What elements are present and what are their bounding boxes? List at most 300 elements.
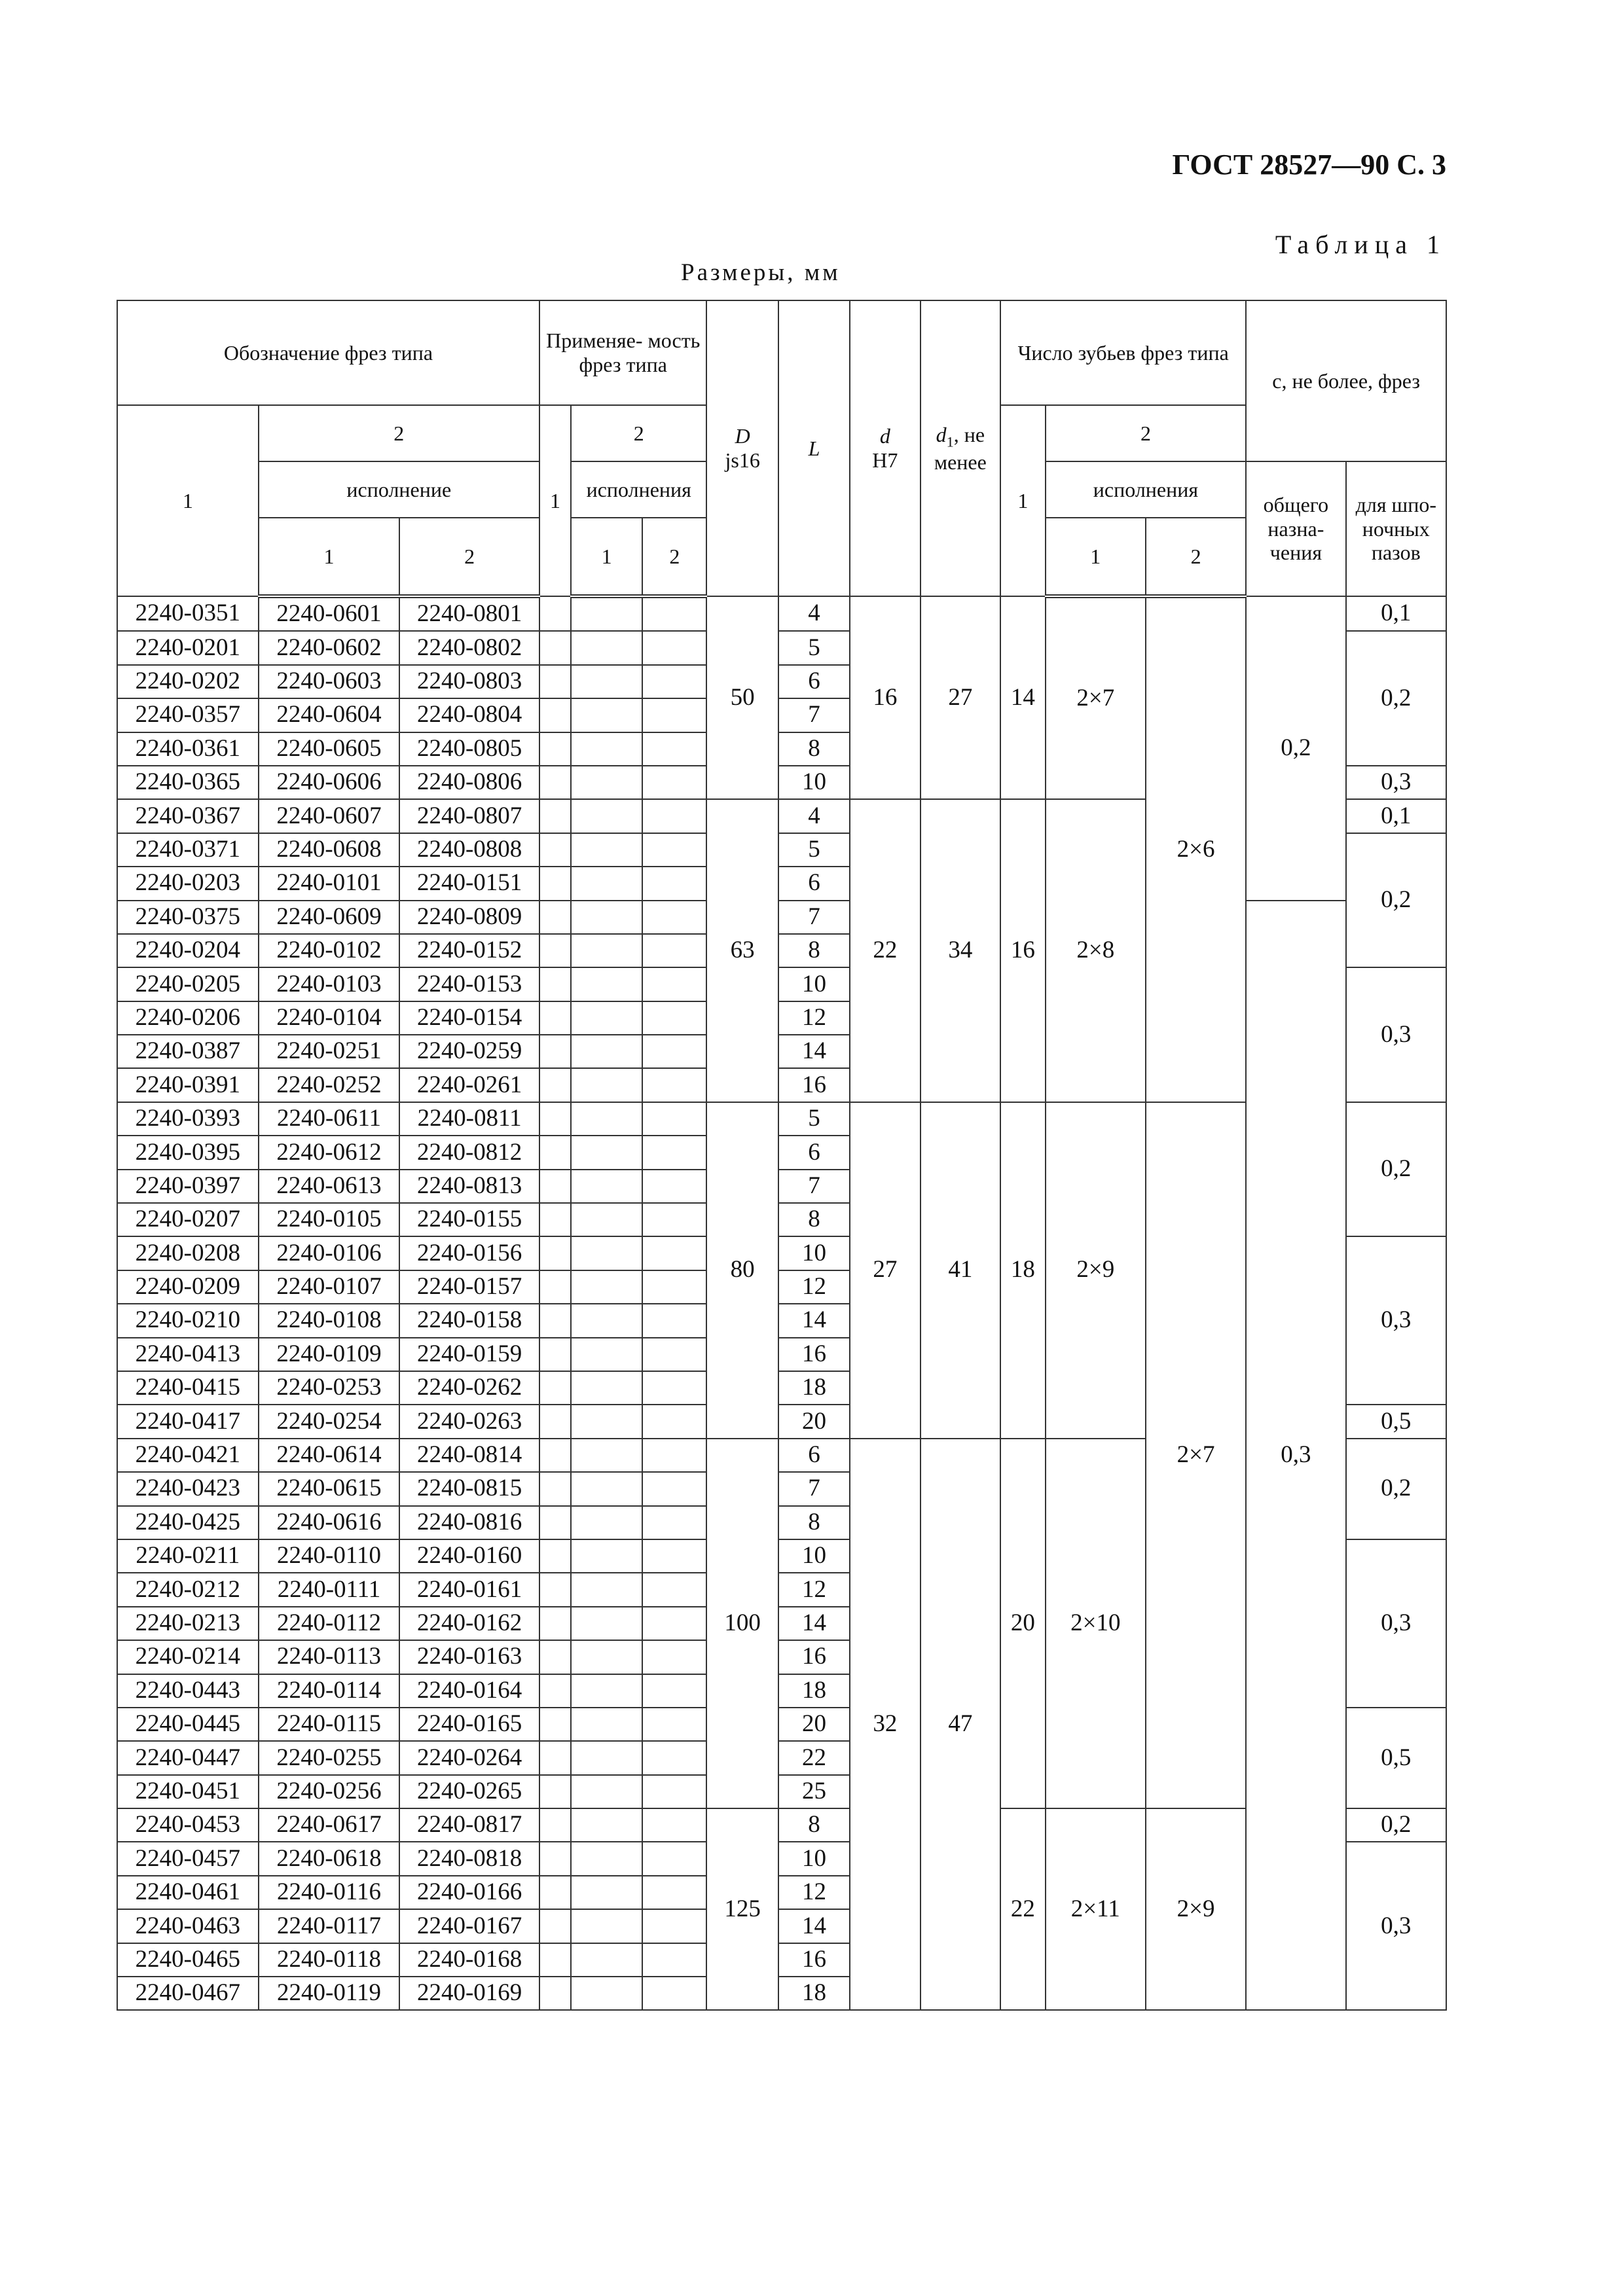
applicability-type2-exec1 — [571, 1136, 642, 1169]
length-L: 10 — [778, 1236, 850, 1270]
length-L: 7 — [778, 1472, 850, 1505]
header-exec2-teeth: 2 — [1146, 518, 1246, 596]
code-type2-exec1: 2240-0607 — [259, 799, 400, 833]
applicability-type2-exec1 — [571, 1472, 642, 1505]
applicability-type1 — [539, 1607, 571, 1640]
applicability-type2-exec1 — [571, 1270, 642, 1304]
c-keyway: 0,2 — [1346, 833, 1446, 968]
applicability-type2-exec2 — [642, 1674, 706, 1708]
code-type1: 2240-0457 — [117, 1842, 259, 1875]
code-type2-exec1: 2240-0601 — [259, 596, 400, 631]
code-type1: 2240-0467 — [117, 1977, 259, 2010]
length-L: 12 — [778, 1573, 850, 1606]
code-type2-exec2: 2240-0166 — [399, 1876, 539, 1909]
teeth-type1: 22 — [1000, 1808, 1045, 2010]
code-type2-exec1: 2240-0113 — [259, 1640, 400, 1674]
d1-symbol: d — [936, 422, 947, 446]
code-type2-exec1: 2240-0103 — [259, 967, 400, 1001]
code-type2-exec1: 2240-0117 — [259, 1909, 400, 1943]
code-type2-exec1: 2240-0611 — [259, 1102, 400, 1136]
applicability-type1 — [539, 1102, 571, 1136]
header-type1-designation: 1 — [117, 405, 259, 596]
c-keyway: 0,2 — [1346, 1439, 1446, 1539]
code-type2-exec2: 2240-0164 — [399, 1674, 539, 1708]
code-type2-exec2: 2240-0803 — [399, 665, 539, 698]
applicability-type1 — [539, 1170, 571, 1203]
applicability-type2-exec2 — [642, 631, 706, 664]
code-type1: 2240-0421 — [117, 1439, 259, 1472]
bore-d: 22 — [850, 799, 920, 1102]
length-L: 8 — [778, 934, 850, 967]
applicability-type2-exec2 — [642, 1876, 706, 1909]
applicability-type1 — [539, 732, 571, 766]
code-type1: 2240-0202 — [117, 665, 259, 698]
code-type2-exec2: 2240-0168 — [399, 1943, 539, 1977]
code-type1: 2240-0445 — [117, 1708, 259, 1741]
code-type2-exec1: 2240-0605 — [259, 732, 400, 766]
header-teeth: Число зубьев фрез типа — [1000, 300, 1246, 405]
code-type2-exec1: 2240-0108 — [259, 1304, 400, 1337]
teeth-type2-exec2: 2×7 — [1146, 1102, 1246, 1808]
code-type1: 2240-0211 — [117, 1539, 259, 1573]
applicability-type2-exec2 — [642, 1236, 706, 1270]
applicability-type1 — [539, 1338, 571, 1371]
table-body — [117, 596, 1446, 2010]
applicability-type1 — [539, 799, 571, 833]
code-type1: 2240-0443 — [117, 1674, 259, 1708]
bore-d: 16 — [850, 596, 920, 799]
applicability-type2-exec1 — [571, 1640, 642, 1674]
c-keyway: 0,2 — [1346, 1808, 1446, 1842]
code-type2-exec2: 2240-0809 — [399, 901, 539, 934]
code-type2-exec1: 2240-0617 — [259, 1808, 400, 1842]
teeth-type2-exec1: 2×11 — [1046, 1808, 1146, 2010]
units-caption: Размеры, мм — [681, 259, 841, 286]
diameter-D: 50 — [706, 596, 778, 799]
code-type2-exec1: 2240-0608 — [259, 833, 400, 867]
length-L: 4 — [778, 596, 850, 631]
applicability-type1 — [539, 1808, 571, 1842]
code-type2-exec1: 2240-0251 — [259, 1035, 400, 1068]
teeth-type1: 16 — [1000, 799, 1045, 1102]
length-L: 10 — [778, 1539, 850, 1573]
applicability-type1 — [539, 1035, 571, 1068]
code-type1: 2240-0361 — [117, 732, 259, 766]
length-L: 5 — [778, 1102, 850, 1136]
code-type1: 2240-0395 — [117, 1136, 259, 1169]
code-type2-exec2: 2240-0815 — [399, 1472, 539, 1505]
applicability-type2-exec1 — [571, 1304, 642, 1337]
applicability-type2-exec2 — [642, 799, 706, 833]
applicability-type2-exec2 — [642, 1607, 706, 1640]
d1-note: , не менее — [934, 422, 987, 474]
code-type1: 2240-0397 — [117, 1170, 259, 1203]
code-type1: 2240-0375 — [117, 901, 259, 934]
applicability-type2-exec2 — [642, 1304, 706, 1337]
code-type2-exec1: 2240-0114 — [259, 1674, 400, 1708]
hub-d1: 47 — [921, 1439, 1001, 2011]
code-type2-exec1: 2240-0255 — [259, 1741, 400, 1774]
code-type2-exec2: 2240-0812 — [399, 1136, 539, 1169]
length-L: 20 — [778, 1708, 850, 1741]
applicability-type2-exec2 — [642, 1977, 706, 2010]
applicability-type1 — [539, 1068, 571, 1102]
applicability-type2-exec2 — [642, 1775, 706, 1808]
code-type2-exec1: 2240-0609 — [259, 901, 400, 934]
length-L: 8 — [778, 732, 850, 766]
applicability-type1 — [539, 1539, 571, 1573]
code-type2-exec1: 2240-0110 — [259, 1539, 400, 1573]
applicability-type2-exec1 — [571, 1405, 642, 1438]
diameter-D: 80 — [706, 1102, 778, 1439]
code-type2-exec1: 2240-0254 — [259, 1405, 400, 1438]
applicability-type1 — [539, 1136, 571, 1169]
code-type2-exec2: 2240-0802 — [399, 631, 539, 664]
length-L: 18 — [778, 1674, 850, 1708]
length-L: 8 — [778, 1808, 850, 1842]
D-tolerance: js16 — [725, 448, 760, 472]
code-type1: 2240-0417 — [117, 1405, 259, 1438]
length-L: 12 — [778, 1001, 850, 1035]
code-type2-exec1: 2240-0106 — [259, 1236, 400, 1270]
code-type2-exec2: 2240-0159 — [399, 1338, 539, 1371]
code-type1: 2240-0203 — [117, 867, 259, 900]
applicability-type1 — [539, 867, 571, 900]
code-type2-exec2: 2240-0165 — [399, 1708, 539, 1741]
applicability-type2-exec2 — [642, 967, 706, 1001]
applicability-type2-exec1 — [571, 1977, 642, 2010]
length-L: 8 — [778, 1506, 850, 1539]
header-exec2-designation: 2 — [399, 518, 539, 596]
code-type2-exec1: 2240-0614 — [259, 1439, 400, 1472]
applicability-type2-exec1 — [571, 1539, 642, 1573]
applicability-type2-exec1 — [571, 1236, 642, 1270]
code-type2-exec2: 2240-0167 — [399, 1909, 539, 1943]
code-type1: 2240-0461 — [117, 1876, 259, 1909]
applicability-type2-exec2 — [642, 1270, 706, 1304]
code-type2-exec2: 2240-0818 — [399, 1842, 539, 1875]
teeth-type2-exec1: 2×8 — [1046, 799, 1146, 1102]
applicability-type2-exec1 — [571, 1842, 642, 1875]
code-type1: 2240-0201 — [117, 631, 259, 664]
code-type2-exec2: 2240-0804 — [399, 698, 539, 732]
code-type1: 2240-0204 — [117, 934, 259, 967]
c-keyway: 0,3 — [1346, 1842, 1446, 2010]
teeth-type2-exec2: 2×6 — [1146, 596, 1246, 1102]
table-row — [117, 901, 1446, 934]
applicability-type2-exec1 — [571, 1035, 642, 1068]
applicability-type1 — [539, 1001, 571, 1035]
c-keyway: 0,1 — [1346, 596, 1446, 631]
code-type2-exec2: 2240-0259 — [399, 1035, 539, 1068]
code-type2-exec1: 2240-0602 — [259, 631, 400, 664]
code-type2-exec2: 2240-0152 — [399, 934, 539, 967]
header-c-general: общего назна- чения — [1246, 461, 1345, 596]
code-type2-exec1: 2240-0109 — [259, 1338, 400, 1371]
header-L: L — [778, 300, 850, 596]
header-type2-teeth: 2 — [1046, 405, 1247, 461]
applicability-type2-exec1 — [571, 1876, 642, 1909]
header-exec2-applicability: 2 — [642, 518, 706, 596]
length-L: 14 — [778, 1909, 850, 1943]
applicability-type2-exec2 — [642, 665, 706, 698]
bore-d: 27 — [850, 1102, 920, 1439]
code-type1: 2240-0451 — [117, 1775, 259, 1808]
diameter-D: 100 — [706, 1439, 778, 1808]
c-keyway: 0,3 — [1346, 1236, 1446, 1405]
applicability-type2-exec2 — [642, 934, 706, 967]
applicability-type2-exec1 — [571, 1943, 642, 1977]
code-type2-exec1: 2240-0104 — [259, 1001, 400, 1035]
c-keyway: 0,2 — [1346, 1102, 1446, 1237]
diameter-D: 63 — [706, 799, 778, 1102]
code-type2-exec2: 2240-0805 — [399, 732, 539, 766]
c-keyway: 0,1 — [1346, 799, 1446, 833]
applicability-type1 — [539, 833, 571, 867]
applicability-type1 — [539, 1371, 571, 1405]
c-keyway: 0,5 — [1346, 1405, 1446, 1438]
code-type1: 2240-0387 — [117, 1035, 259, 1068]
applicability-type2-exec1 — [571, 1708, 642, 1741]
c-keyway: 0,5 — [1346, 1708, 1446, 1808]
d-symbol: d — [879, 424, 890, 448]
length-L: 10 — [778, 766, 850, 799]
code-type2-exec2: 2240-0263 — [399, 1405, 539, 1438]
code-type2-exec2: 2240-0161 — [399, 1573, 539, 1606]
code-type2-exec1: 2240-0616 — [259, 1506, 400, 1539]
page-header: ГОСТ 28527—90 С. 3 — [1172, 149, 1446, 181]
applicability-type1 — [539, 1876, 571, 1909]
applicability-type1 — [539, 766, 571, 799]
code-type1: 2240-0425 — [117, 1506, 259, 1539]
length-L: 12 — [778, 1270, 850, 1304]
applicability-type2-exec1 — [571, 799, 642, 833]
applicability-type2-exec2 — [642, 1102, 706, 1136]
length-L: 16 — [778, 1640, 850, 1674]
c-keyway: 0,3 — [1346, 766, 1446, 799]
length-L: 16 — [778, 1338, 850, 1371]
teeth-type2-exec1: 2×10 — [1046, 1439, 1146, 1808]
applicability-type2-exec2 — [642, 1068, 706, 1102]
header-execution-designation: исполнение — [259, 461, 539, 518]
applicability-type1 — [539, 1775, 571, 1808]
code-type1: 2240-0423 — [117, 1472, 259, 1505]
header-type2-designation: 2 — [259, 405, 539, 461]
header-d — [850, 300, 920, 596]
code-type2-exec2: 2240-0816 — [399, 1506, 539, 1539]
applicability-type1 — [539, 1304, 571, 1337]
code-type1: 2240-0357 — [117, 698, 259, 732]
table-label: Таблица 1 — [1275, 230, 1446, 259]
length-L: 7 — [778, 698, 850, 732]
code-type2-exec2: 2240-0158 — [399, 1304, 539, 1337]
applicability-type2-exec1 — [571, 1371, 642, 1405]
applicability-type2-exec1 — [571, 766, 642, 799]
code-type2-exec2: 2240-0806 — [399, 766, 539, 799]
applicability-type2-exec2 — [642, 1539, 706, 1573]
code-type2-exec1: 2240-0613 — [259, 1170, 400, 1203]
applicability-type1 — [539, 1674, 571, 1708]
header-type2-applicability: 2 — [571, 405, 707, 461]
applicability-type1 — [539, 1236, 571, 1270]
applicability-type2-exec1 — [571, 665, 642, 698]
length-L: 18 — [778, 1371, 850, 1405]
applicability-type2-exec2 — [642, 1808, 706, 1842]
applicability-type2-exec1 — [571, 833, 642, 867]
teeth-type1: 14 — [1000, 596, 1045, 799]
code-type2-exec2: 2240-0153 — [399, 967, 539, 1001]
code-type2-exec1: 2240-0253 — [259, 1371, 400, 1405]
code-type1: 2240-0447 — [117, 1741, 259, 1774]
code-type2-exec1: 2240-0107 — [259, 1270, 400, 1304]
applicability-type1 — [539, 901, 571, 934]
length-L: 16 — [778, 1068, 850, 1102]
applicability-type2-exec1 — [571, 1102, 642, 1136]
applicability-type2-exec1 — [571, 1338, 642, 1371]
applicability-type1 — [539, 1472, 571, 1505]
applicability-type1 — [539, 1405, 571, 1438]
code-type2-exec1: 2240-0112 — [259, 1607, 400, 1640]
length-L: 14 — [778, 1035, 850, 1068]
code-type2-exec1: 2240-0118 — [259, 1943, 400, 1977]
applicability-type2-exec2 — [642, 901, 706, 934]
applicability-type1 — [539, 1943, 571, 1977]
header-type1-teeth: 1 — [1000, 405, 1045, 596]
teeth-type2-exec1: 2×9 — [1046, 1102, 1146, 1439]
c-keyway: 0,3 — [1346, 1539, 1446, 1708]
code-type1: 2240-0371 — [117, 833, 259, 867]
applicability-type2-exec2 — [642, 1170, 706, 1203]
applicability-type2-exec2 — [642, 1708, 706, 1741]
D-symbol: D — [735, 424, 750, 448]
teeth-type1: 20 — [1000, 1439, 1045, 1808]
code-type2-exec2: 2240-0156 — [399, 1236, 539, 1270]
applicability-type2-exec1 — [571, 1170, 642, 1203]
applicability-type1 — [539, 1909, 571, 1943]
code-type1: 2240-0465 — [117, 1943, 259, 1977]
dimensions-table — [117, 300, 1447, 2011]
applicability-type2-exec2 — [642, 833, 706, 867]
applicability-type1 — [539, 934, 571, 967]
length-L: 12 — [778, 1876, 850, 1909]
length-L: 20 — [778, 1405, 850, 1438]
c-keyway: 0,3 — [1346, 967, 1446, 1102]
length-L: 14 — [778, 1304, 850, 1337]
applicability-type2-exec2 — [642, 1741, 706, 1774]
applicability-type2-exec2 — [642, 1203, 706, 1236]
code-type2-exec2: 2240-0157 — [399, 1270, 539, 1304]
applicability-type2-exec1 — [571, 1068, 642, 1102]
applicability-type1 — [539, 1842, 571, 1875]
applicability-type2-exec1 — [571, 698, 642, 732]
applicability-type2-exec2 — [642, 1909, 706, 1943]
code-type2-exec1: 2240-0606 — [259, 766, 400, 799]
code-type2-exec1: 2240-0115 — [259, 1708, 400, 1741]
c-general: 0,2 — [1246, 596, 1345, 901]
diameter-D: 125 — [706, 1808, 778, 2010]
length-L: 6 — [778, 665, 850, 698]
length-L: 22 — [778, 1741, 850, 1774]
code-type2-exec1: 2240-0111 — [259, 1573, 400, 1606]
length-L: 7 — [778, 901, 850, 934]
code-type2-exec2: 2240-0807 — [399, 799, 539, 833]
applicability-type2-exec2 — [642, 1842, 706, 1875]
applicability-type2-exec2 — [642, 766, 706, 799]
applicability-type2-exec2 — [642, 1338, 706, 1371]
code-type2-exec2: 2240-0155 — [399, 1203, 539, 1236]
header-c-keyway: для шпо- ночных пазов — [1346, 461, 1446, 596]
applicability-type2-exec2 — [642, 732, 706, 766]
code-type2-exec2: 2240-0261 — [399, 1068, 539, 1102]
applicability-type1 — [539, 1741, 571, 1774]
header-exec1-teeth: 1 — [1046, 518, 1146, 596]
code-type2-exec2: 2240-0154 — [399, 1001, 539, 1035]
applicability-type2-exec1 — [571, 1775, 642, 1808]
applicability-type2-exec2 — [642, 1640, 706, 1674]
applicability-type2-exec1 — [571, 867, 642, 900]
applicability-type1 — [539, 1640, 571, 1674]
hub-d1: 27 — [921, 596, 1001, 799]
hub-d1: 34 — [921, 799, 1001, 1102]
applicability-type2-exec2 — [642, 867, 706, 900]
length-L: 6 — [778, 1439, 850, 1472]
code-type2-exec2: 2240-0169 — [399, 1977, 539, 2010]
code-type2-exec2: 2240-0162 — [399, 1607, 539, 1640]
applicability-type2-exec1 — [571, 1506, 642, 1539]
header-exec1-applicability: 1 — [571, 518, 642, 596]
c-keyway: 0,2 — [1346, 631, 1446, 766]
length-L: 10 — [778, 1842, 850, 1875]
applicability-type1 — [539, 631, 571, 664]
code-type2-exec1: 2240-0252 — [259, 1068, 400, 1102]
code-type1: 2240-0210 — [117, 1304, 259, 1337]
applicability-type2-exec1 — [571, 596, 642, 631]
code-type1: 2240-0391 — [117, 1068, 259, 1102]
code-type1: 2240-0351 — [117, 596, 259, 631]
code-type2-exec1: 2240-0119 — [259, 1977, 400, 2010]
code-type1: 2240-0365 — [117, 766, 259, 799]
code-type2-exec1: 2240-0603 — [259, 665, 400, 698]
length-L: 5 — [778, 833, 850, 867]
teeth-type2-exec2: 2×9 — [1146, 1808, 1246, 2010]
c-general: 0,3 — [1246, 901, 1345, 2011]
length-L: 6 — [778, 867, 850, 900]
header-D — [706, 300, 778, 596]
length-L: 5 — [778, 631, 850, 664]
header-d1 — [921, 300, 1001, 596]
code-type2-exec2: 2240-0163 — [399, 1640, 539, 1674]
code-type2-exec2: 2240-0801 — [399, 596, 539, 631]
teeth-type1: 18 — [1000, 1102, 1045, 1439]
applicability-type2-exec2 — [642, 1405, 706, 1438]
code-type2-exec2: 2240-0808 — [399, 833, 539, 867]
header-execution-applicability: исполнения — [571, 461, 707, 518]
bore-d: 32 — [850, 1439, 920, 2011]
applicability-type1 — [539, 1270, 571, 1304]
code-type2-exec1: 2240-0604 — [259, 698, 400, 732]
length-L: 7 — [778, 1170, 850, 1203]
teeth-type2-exec1: 2×7 — [1046, 596, 1146, 799]
applicability-type1 — [539, 665, 571, 698]
applicability-type2-exec2 — [642, 698, 706, 732]
applicability-type2-exec1 — [571, 1674, 642, 1708]
applicability-type2-exec1 — [571, 1808, 642, 1842]
applicability-type2-exec2 — [642, 1035, 706, 1068]
applicability-type1 — [539, 1977, 571, 2010]
length-L: 6 — [778, 1136, 850, 1169]
code-type2-exec2: 2240-0262 — [399, 1371, 539, 1405]
code-type1: 2240-0207 — [117, 1203, 259, 1236]
